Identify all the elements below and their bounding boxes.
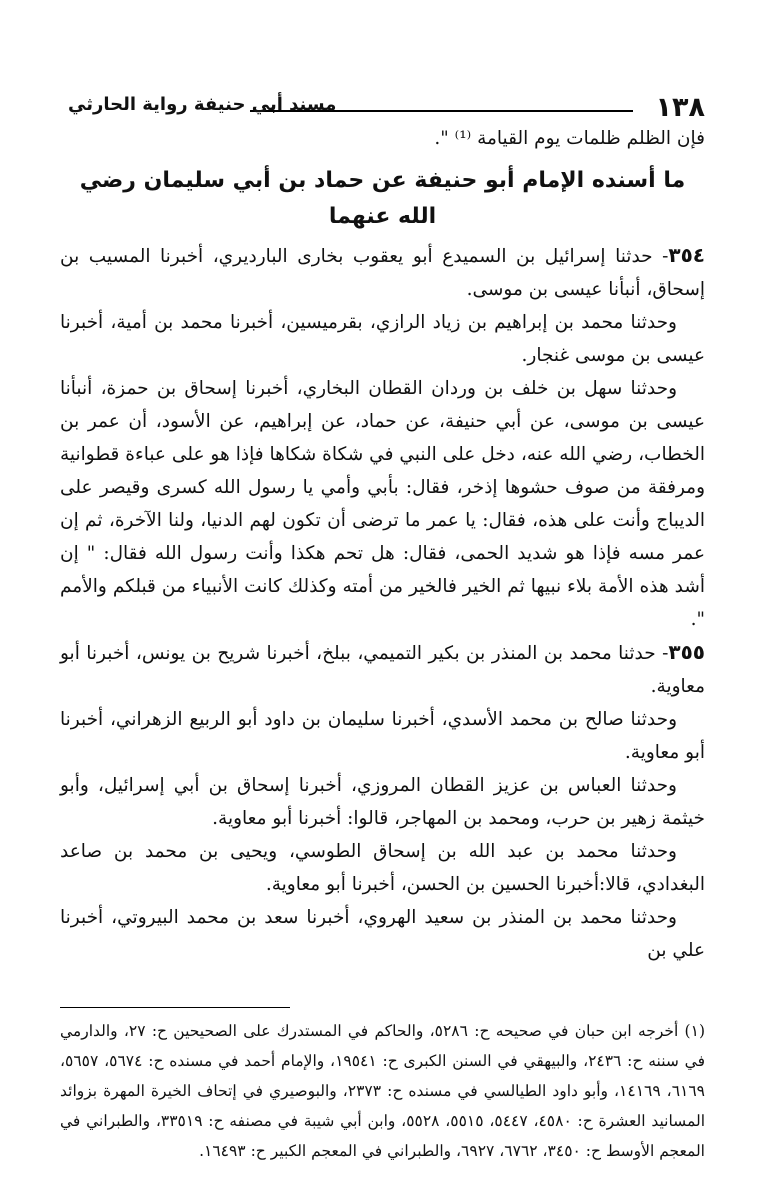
section-heading: ما أسنده الإمام أبو حنيفة عن حماد بن أبي سليمان رضي الله عنهما <box>79 168 686 229</box>
hadith-number-355: ٣٥٥ <box>668 640 705 664</box>
hadith-355-text-1: - حدثنا محمد بن المنذر بن بكير التميمي، ببلخ، أخبرنا شريح بن يونس، أخبرنا أبو معاوية. <box>60 643 705 697</box>
hadith-number-354: ٣٥٤ <box>668 243 705 267</box>
hadith-354-paragraph-3: وحدثنا سهل بن خلف بن وردان القطان البخاري، أخبرنا إسحاق بن حمزة، أنبأنا عيسى بن موسى، عن أبي حنيفة، عن حماد، عن إبراهيم، عن الأسود، أن عمر بن الخطاب، رضي الله عنه، دخل على النبي في شكاة شكاها فإذا هو على عباءة قطوانية ومرفقة من صوف حشوها إذخر، فقال: بأبي وأمي يا رسول الله كسرى وقيصر على الديباج وأنت على هذه، فقال: يا عمر ما ترضى أن تكون لهم الدنيا، ولنا الآخرة، ثم إن عمر مسه فإذا هو شديد الحمى، فقال: هل تحم هكذا وأنت رسول الله فقال: " إن أشد هذه الأمة بلاء نبيها ثم الخير فالخير من أمته وكذلك كانت الأنبياء من قبلكم والأمم ". <box>60 378 705 630</box>
book-page <box>60 88 705 1166</box>
hadith-355-paragraph-5: وحدثنا محمد بن المنذر بن سعيد الهروي، أخبرنا سعد بن محمد البيروتي، أخبرنا علي بن <box>60 907 705 961</box>
hadith-355-paragraph-3: وحدثنا العباس بن عزيز القطان المروزي، أخبرنا إسحاق بن أبي إسرائيل، وأبو خيثمة زهير بن حرب، ومحمد بن المهاجر، قالوا: أخبرنا أبو معاوية. <box>60 775 705 829</box>
continuation-line: فإن الظلم ظلمات يوم القيامة ⁽¹⁾ ". <box>434 128 705 149</box>
hadith-355-paragraph-4: وحدثنا محمد بن عبد الله بن إسحاق الطوسي، ويحيى بن محمد بن صاعد البغدادي، قالا:أخبرنا الحسين بن الحسن، أخبرنا أبو معاوية. <box>60 841 705 895</box>
footnote-1: (١) أخرجه ابن حبان في صحيحه ح: ٥٢٨٦، والحاكم في المستدرك على الصحيحين ح: ٢٧، والدارمي في سننه ح: ٢٤٣٦، والبيهقي في السنن الكبرى ح: ١٩٥٤١، والإمام أحمد في مسنده ح: ٥٦٧٤، ٥٦٥٧، ٦١٦٩، ١٤١٦٩، وأبو داود الطيالسي في مسنده ح: ٢٣٧٣، والبوصيري في إتحاف الخيرة المهرة بزوائد المسانيد العشرة ح: ٤٥٨٠، ٥٤٤٧، ٥٥١٥، ٥٥٢٨، وابن أبي شيبة في مصنفه ح: ٣٣٥١٩، والطبراني في المعجم الأوسط ح: ٣٤٥٠، ٦٧٦٢، ٦٩٢٧، والطبراني في المعجم الكبير ح: ١٦٤٩٣. <box>60 1022 706 1160</box>
hadith-355-paragraph-2: وحدثنا صالح بن محمد الأسدي، أخبرنا سليمان بن داود أبو الربيع الزهراني، أخبرنا أبو معاوية. <box>60 709 705 763</box>
hadith-354-paragraph-2: وحدثنا محمد بن إبراهيم بن زياد الرازي، بقرميسين، أخبرنا محمد بن أمية، أخبرنا عيسى بن موسى غنجار. <box>60 312 705 366</box>
footnote-rule <box>60 1007 290 1008</box>
page-header <box>60 88 705 122</box>
running-title: مسند أبي حنيفة رواية الحارثي <box>68 94 337 115</box>
page-number: ١٣٨ <box>655 92 705 123</box>
hadith-354-text-1: - حدثنا إسرائيل بن السميدع أبو يعقوب بخارى البارديري، أخبرنا المسيب بن إسحاق، أنبأنا عيسى بن موسى. <box>60 246 705 300</box>
hadith-354-paragraph-1 <box>60 239 705 306</box>
hadith-355-paragraph-1 <box>60 636 705 703</box>
